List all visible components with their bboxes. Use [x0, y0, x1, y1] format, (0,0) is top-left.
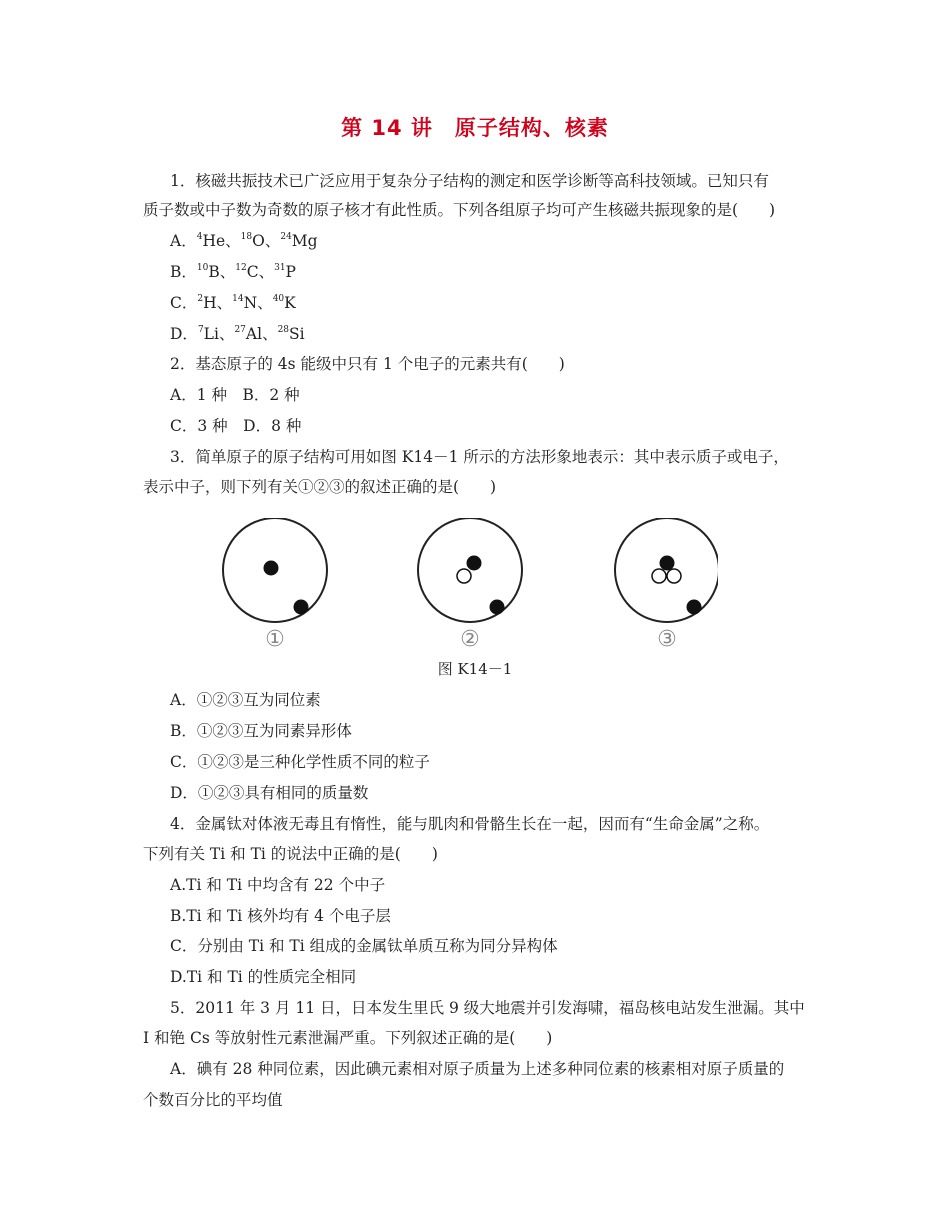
neutron: [667, 569, 681, 583]
q2-options-ab: A．1 种 B．2 种: [170, 386, 300, 404]
q1-stem-line2: 质子数或中子数为奇数的原子核才有此性质。下列各组原子均可产生核磁共振现象的是( ): [143, 201, 776, 219]
q1-option-c: C．$^2$H、$^{14}$N、$^{40}$K: [170, 293, 296, 312]
proton: [264, 561, 279, 576]
q4-option-c: C．分别由 Ti 和 Ti 组成的金属钛单质互称为同分异构体: [170, 937, 558, 955]
q4-option-b: B.Ti 和 Ti 核外均有 4 个电子层: [170, 907, 391, 925]
electron-shell: [418, 518, 522, 622]
atom-diagram-2: [418, 518, 522, 652]
q3-option-c: C．①②③是三种化学性质不同的粒子: [170, 753, 430, 771]
figure-caption: 图 K14－1: [437, 660, 513, 678]
q3-option-a: A．①②③互为同位素: [170, 691, 321, 709]
q5-stem-line2: I 和铯 Cs 等放射性元素泄漏严重。下列叙述正确的是( ): [143, 1029, 553, 1047]
electron: [490, 600, 505, 615]
page-title: 第 14 讲 原子结构、核素: [341, 116, 609, 140]
q1-option-a: A．$^4$He、$^{18}$O、$^{24}$Mg: [170, 231, 318, 250]
q2-stem: 2．基态原子的 4s 能级中只有 1 个电子的元素共有( ): [170, 355, 565, 373]
q5-stem-line1: 5．2011 年 3 月 11 日，日本发生里氏 9 级大地震并引发海啸，福岛核电站发生泄漏。其中: [170, 999, 805, 1017]
q3-stem-line2: 表示中子，则下列有关①②③的叙述正确的是( ): [143, 478, 497, 496]
neutron: [457, 569, 471, 583]
atom-structure-figure: [218, 518, 718, 653]
q5-option-a-line2: 个数百分比的平均值: [143, 1091, 283, 1109]
q1-stem-line1: 1．核磁共振技术已广泛应用于复杂分子结构的测定和医学诊断等高科技领域。已知只有: [170, 172, 769, 190]
atom-diagram-1: [223, 518, 327, 652]
electron: [294, 600, 309, 615]
figure-label-2: ②: [460, 627, 480, 652]
figure-label-3: ③: [657, 627, 677, 652]
q4-stem-line1: 4．金属钛对体液无毒且有惰性，能与肌肉和骨骼生长在一起，因而有“生命金属”之称。: [170, 815, 770, 833]
q2-options-cd: C．3 种 D．8 种: [170, 417, 302, 435]
neutron: [652, 569, 666, 583]
q3-option-b: B．①②③互为同素异形体: [170, 722, 352, 740]
q3-stem-line1: 3．简单原子的原子结构可用如图 K14－1 所示的方法形象地表示：其中表示质子或电子，: [170, 448, 789, 466]
proton: [660, 556, 675, 571]
q1-option-d: D．$^7$Li、$^{27}$Al、$^{28}$Si: [170, 324, 305, 343]
q5-option-a-line1: A．碘有 28 种同位素，因此碘元素相对原子质量为上述多种同位素的核素相对原子质量的: [170, 1060, 785, 1078]
q1-option-b: B．$^{10}$B、$^{12}$C、$^{31}$P: [170, 262, 296, 281]
q4-option-d: D.Ti 和 Ti 的性质完全相同: [170, 968, 357, 986]
atom-diagram-3: [615, 518, 718, 652]
figure-label-1: ①: [265, 627, 285, 652]
electron: [687, 600, 702, 615]
q4-stem-line2: 下列有关 Ti 和 Ti 的说法中正确的是( ): [143, 845, 438, 863]
q4-option-a: A.Ti 和 Ti 中均含有 22 个中子: [170, 876, 386, 894]
proton: [467, 556, 482, 571]
q3-option-d: D．①②③具有相同的质量数: [170, 784, 369, 802]
